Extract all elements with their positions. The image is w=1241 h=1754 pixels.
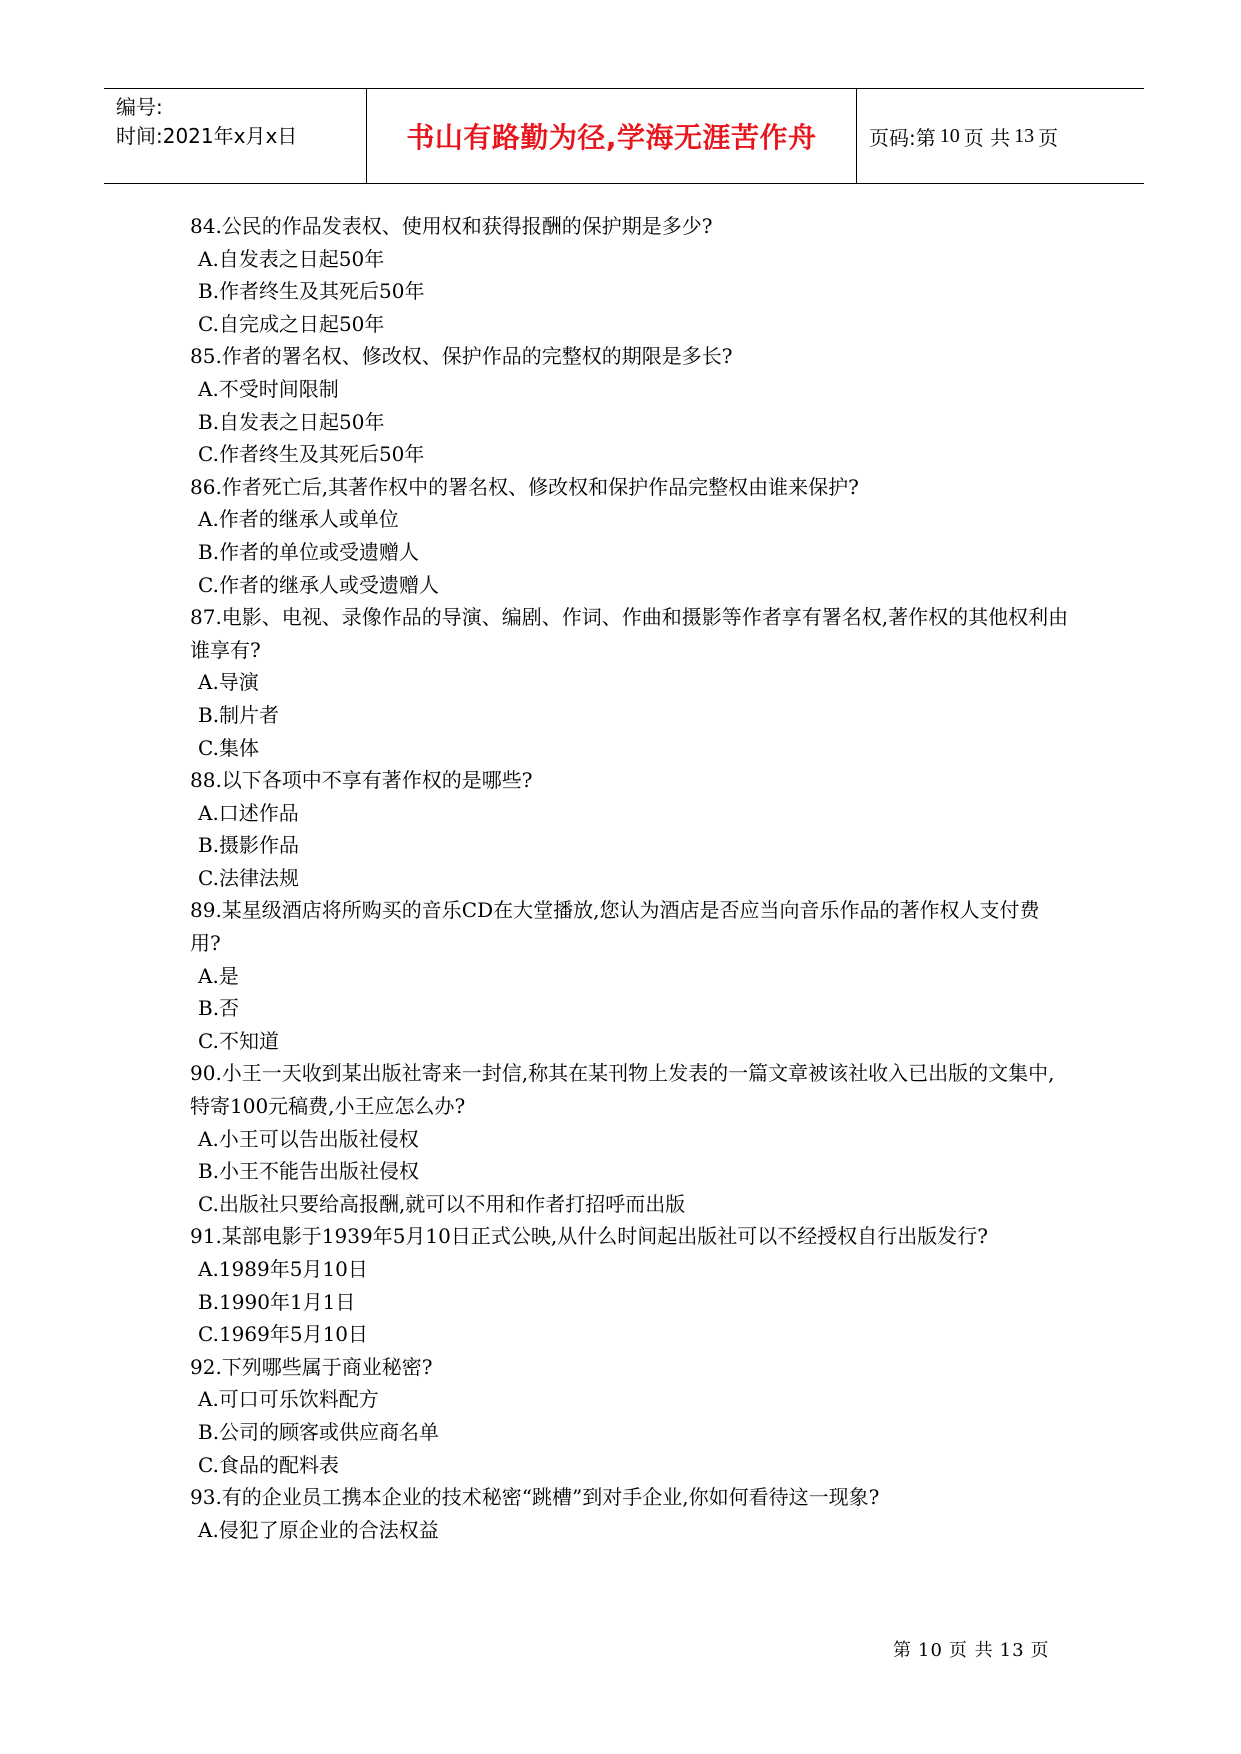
answer-option: C.集体 (198, 735, 259, 760)
page-header (104, 88, 1144, 184)
answer-option: A.1989年5月10日 (198, 1257, 368, 1281)
answer-option: C.出版社只要给高报酬,就可以不用和作者打招呼而出版 (198, 1191, 686, 1216)
header-page-info (857, 89, 1144, 183)
answer-option: B.自发表之日起50年 (198, 409, 385, 434)
answer-option: C.1969年5月10日 (198, 1322, 369, 1347)
question-text: 87.电影、电视、录像作品的导演、编剧、作词、作曲和摄影等作者享有署名权,著作权的其他权利由谁享有? (190, 605, 1069, 662)
footer-mid: 页 共 (948, 1640, 994, 1661)
question-text: 84.公民的作品发表权、使用权和获得报酬的保护期是多少? (190, 214, 713, 238)
answer-option: A.口述作品 (198, 800, 299, 825)
answer-option: B.否 (198, 996, 240, 1021)
question-text: 92.下列哪些属于商业秘密? (190, 1354, 433, 1379)
answer-option: B.公司的顾客或供应商名单 (198, 1419, 440, 1444)
answer-option: A.导演 (198, 670, 259, 695)
document-time-label: 时间:2021年x月x日 (116, 124, 298, 148)
answer-option: C.食品的配料表 (198, 1452, 339, 1477)
answer-option: A.自发表之日起50年 (198, 246, 385, 271)
question-text: 93.有的企业员工携本企业的技术秘密“跳槽”到对手企业,你如何看待这一现象? (190, 1485, 880, 1510)
header-page-total: 13 (1014, 124, 1035, 147)
answer-option: A.小王可以告出版社侵权 (198, 1126, 419, 1151)
header-meta (104, 89, 367, 183)
answer-option: A.不受时间限制 (198, 376, 339, 401)
footer-prefix: 第 (893, 1640, 912, 1661)
answer-option: A.可口可乐饮料配方 (198, 1387, 379, 1412)
answer-option: B.作者终生及其死后50年 (198, 279, 425, 304)
header-page-end: 页 (1038, 125, 1059, 150)
header-page-current: 10 (939, 124, 960, 147)
question-text: 88.以下各项中不享有著作权的是哪些? (190, 768, 533, 793)
answer-option: B.作者的单位或受遗赠人 (198, 539, 420, 564)
footer-total: 13 (999, 1640, 1025, 1661)
page-footer (890, 1636, 1053, 1662)
answer-option: C.作者终生及其死后50年 (198, 442, 425, 467)
question-text: 90.小王一天收到某出版社寄来一封信,称其在某刊物上发表的一篇文章被该社收入已出版的文集中,特寄100元稿费,小王应怎么办? (190, 1061, 1055, 1119)
answer-option: A.是 (198, 963, 239, 988)
question-text: 86.作者死亡后,其著作权中的署名权、修改权和保护作品完整权由谁来保护? (190, 474, 859, 499)
header-motto: 书山有路勤为径,学海无涯苦作舟 (367, 89, 857, 183)
document-number-label: 编号: (116, 95, 163, 119)
question-text: 91.某部电影于1939年5月10日正式公映,从什么时间起出版社可以不经授权自行出版发行? (190, 1224, 988, 1249)
answer-option: C.法律法规 (198, 865, 299, 890)
answer-option: B.1990年1月1日 (198, 1289, 356, 1314)
question-list (190, 210, 1070, 1546)
answer-option: C.自完成之日起50年 (198, 311, 385, 336)
footer-suffix: 页 (1030, 1640, 1050, 1661)
answer-option: C.作者的继承人或受遗赠人 (198, 572, 439, 597)
answer-option: B.制片者 (198, 702, 280, 727)
answer-option: C.不知道 (198, 1028, 279, 1053)
header-page-label: 页码:第 (869, 125, 936, 150)
question-text: 89.某星级酒店将所购买的音乐CD在大堂播放,您认为酒店是否应当向音乐作品的著作权人支付费用? (190, 898, 1040, 956)
answer-option: B.摄影作品 (198, 833, 300, 858)
question-text: 85.作者的署名权、修改权、保护作品的完整权的期限是多长? (190, 344, 733, 369)
footer-current: 10 (918, 1640, 943, 1661)
header-page-mid: 页 共 (963, 125, 1011, 150)
answer-option: B.小王不能告出版社侵权 (198, 1159, 420, 1184)
answer-option: A.侵犯了原企业的合法权益 (198, 1517, 439, 1542)
answer-option: A.作者的继承人或单位 (198, 507, 399, 532)
